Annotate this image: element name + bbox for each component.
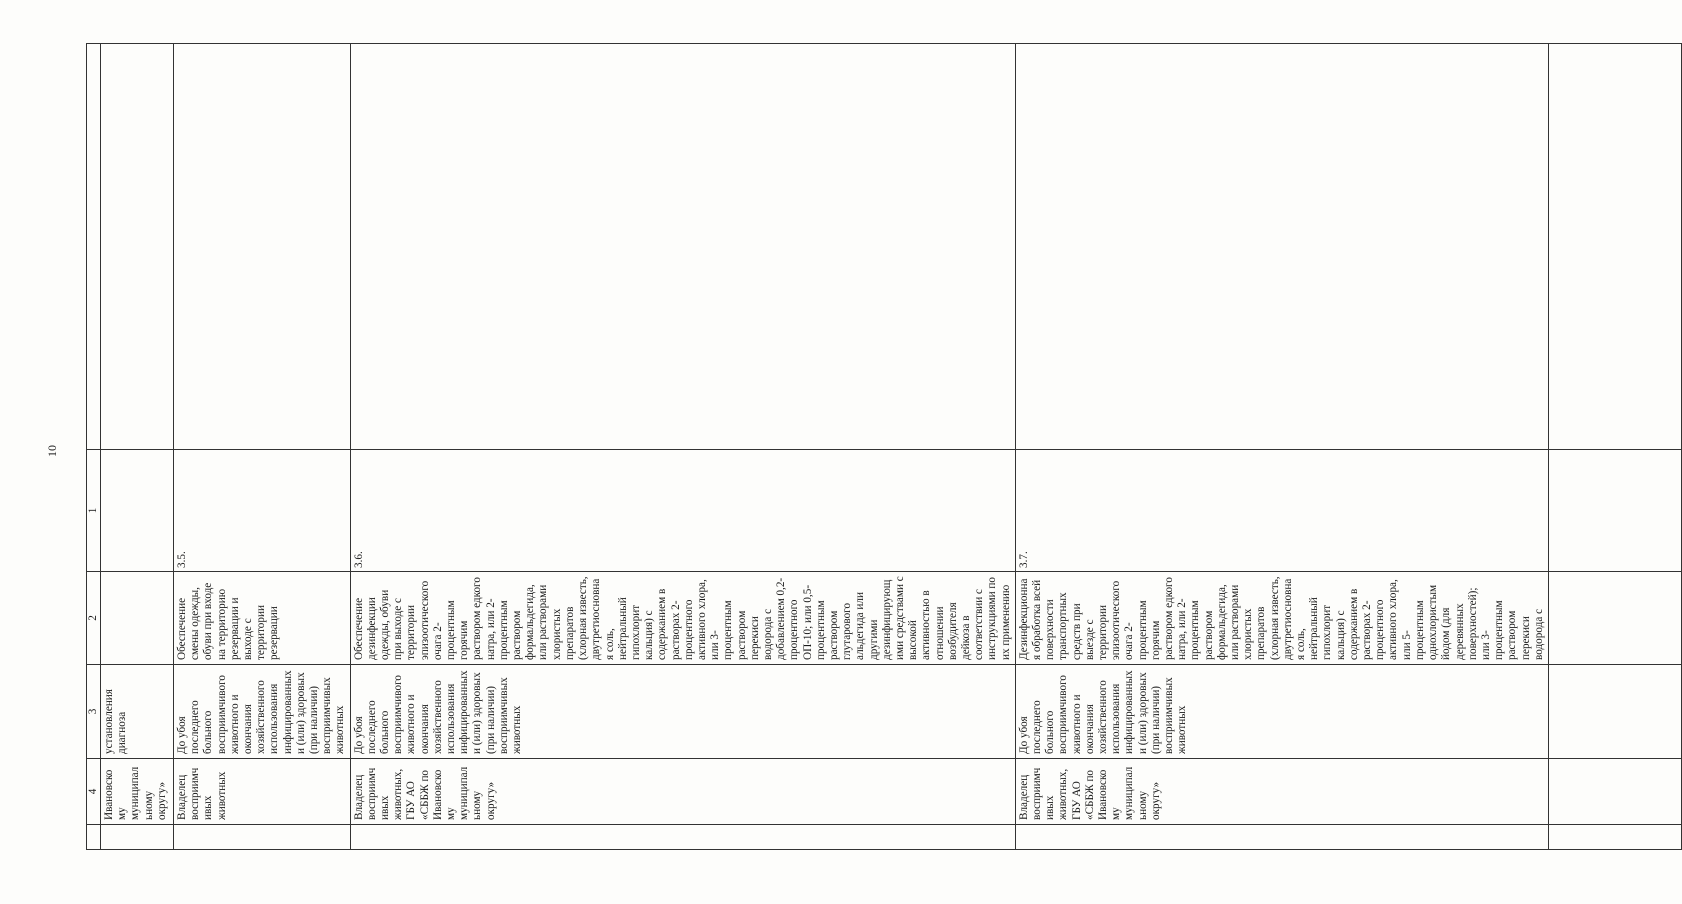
table-row bbox=[1015, 44, 1548, 850]
table-row bbox=[101, 44, 174, 850]
table-cell bbox=[350, 44, 1015, 450]
responsible-cell: Владелец восприимчивых животных bbox=[174, 759, 351, 825]
table-cell bbox=[101, 44, 174, 450]
table-row bbox=[174, 44, 351, 850]
measure-cell: Дезинфекционная обработка всей поверхности транспортных средств при выезде с территории эпизоотического очага 2-процентным горячим раствором едкого натра, или 2-процентным раствором формальдегида, или растворами хлористых препаратов (хлорная известь, двутретиосновная соль, нейтральный гипохлорит кальция) с содержанием в растворах 2-процентного активного хлора, или 5-процентным однохлористым йодом (для деревянных поверхностей); или 3-процентным раствором перекиси водорода с bbox=[1015, 572, 1548, 665]
number-cell: 3.6. bbox=[350, 450, 1015, 572]
table-cell bbox=[1548, 825, 1681, 850]
responsible-cell: Ивановскому муниципальному округу» bbox=[101, 759, 174, 825]
timing-cell: До убоя последнего больного восприимчивого животного и окончания хозяйственного использования инфицированных и (или) здоровых (при наличии) восприимчивых животных bbox=[350, 665, 1015, 759]
header-cell: 1 bbox=[87, 450, 101, 572]
rotated-page bbox=[86, 44, 1545, 850]
table-cell bbox=[1548, 450, 1681, 572]
timing-cell: До убоя последнего больного восприимчивого животного и окончания хозяйственного использования инфицированных и (или) здоровых (при наличии) восприимчивых животных bbox=[1015, 665, 1548, 759]
number-cell: 3.5. bbox=[174, 450, 351, 572]
table-cell bbox=[1548, 572, 1681, 665]
table-row bbox=[350, 44, 1015, 850]
header-cell: 3 bbox=[87, 665, 101, 759]
header-cell bbox=[87, 44, 101, 450]
page-number: 10 bbox=[45, 445, 59, 457]
table-cell bbox=[1548, 759, 1681, 825]
table-cell bbox=[350, 825, 1015, 850]
header-row bbox=[87, 44, 101, 850]
table-cell bbox=[174, 44, 351, 450]
responsible-cell: Владелец восприимчивых животных, ГБУ АО «СББЖ по Ивановскому муниципальному округу» bbox=[350, 759, 1015, 825]
measure-cell: Обеспечение дезинфекции одежды, обуви при выходе с территории эпизоотического очага 2-процентным горячим раствором едкого натра, или 2-процентным раствором формальдегида, или растворами хлористых препаратов (хлорная известь, двутретиосновная соль, нейтральный гипохлорит кальция) с содержанием в растворах 2-процентного активного хлора, или 3-процентным раствором перекиси водорода с добавлением 0,2-процентного ОП-10; или 0,5-процентным раствором глутарового альдегида или другими дезинфицирующими средствами с высокой активностью в отношении возбудителя дейкоза в соответствии с инструкциями по их применению bbox=[350, 572, 1015, 665]
measures-table bbox=[86, 43, 1682, 850]
table-cell bbox=[1015, 44, 1548, 450]
table-cell bbox=[1015, 825, 1548, 850]
measure-cell: Обеспечение смены одежды, обуви при входе на территорию резервации и выходе с территории резервации bbox=[174, 572, 351, 665]
table-cell bbox=[101, 825, 174, 850]
table-cell bbox=[1548, 44, 1681, 450]
number-cell: 3.7. bbox=[1015, 450, 1548, 572]
timing-cell: установления диагноза bbox=[101, 665, 174, 759]
measure-cell bbox=[101, 572, 174, 665]
table-cell bbox=[174, 825, 351, 850]
table-cell bbox=[1548, 665, 1681, 759]
header-cell: 2 bbox=[87, 572, 101, 665]
number-cell bbox=[101, 450, 174, 572]
responsible-cell: Владелец восприимчивых животных, ГБУ АО «СББЖ по Ивановскому муниципальному округу» bbox=[1015, 759, 1548, 825]
header-cell: 4 bbox=[87, 759, 101, 825]
timing-cell: До убоя последнего больного восприимчивого животного и окончания хозяйственного использования инфицированных и (или) здоровых (при наличии) восприимчивых животных bbox=[174, 665, 351, 759]
header-cell bbox=[87, 825, 101, 850]
table-row bbox=[1548, 44, 1681, 850]
